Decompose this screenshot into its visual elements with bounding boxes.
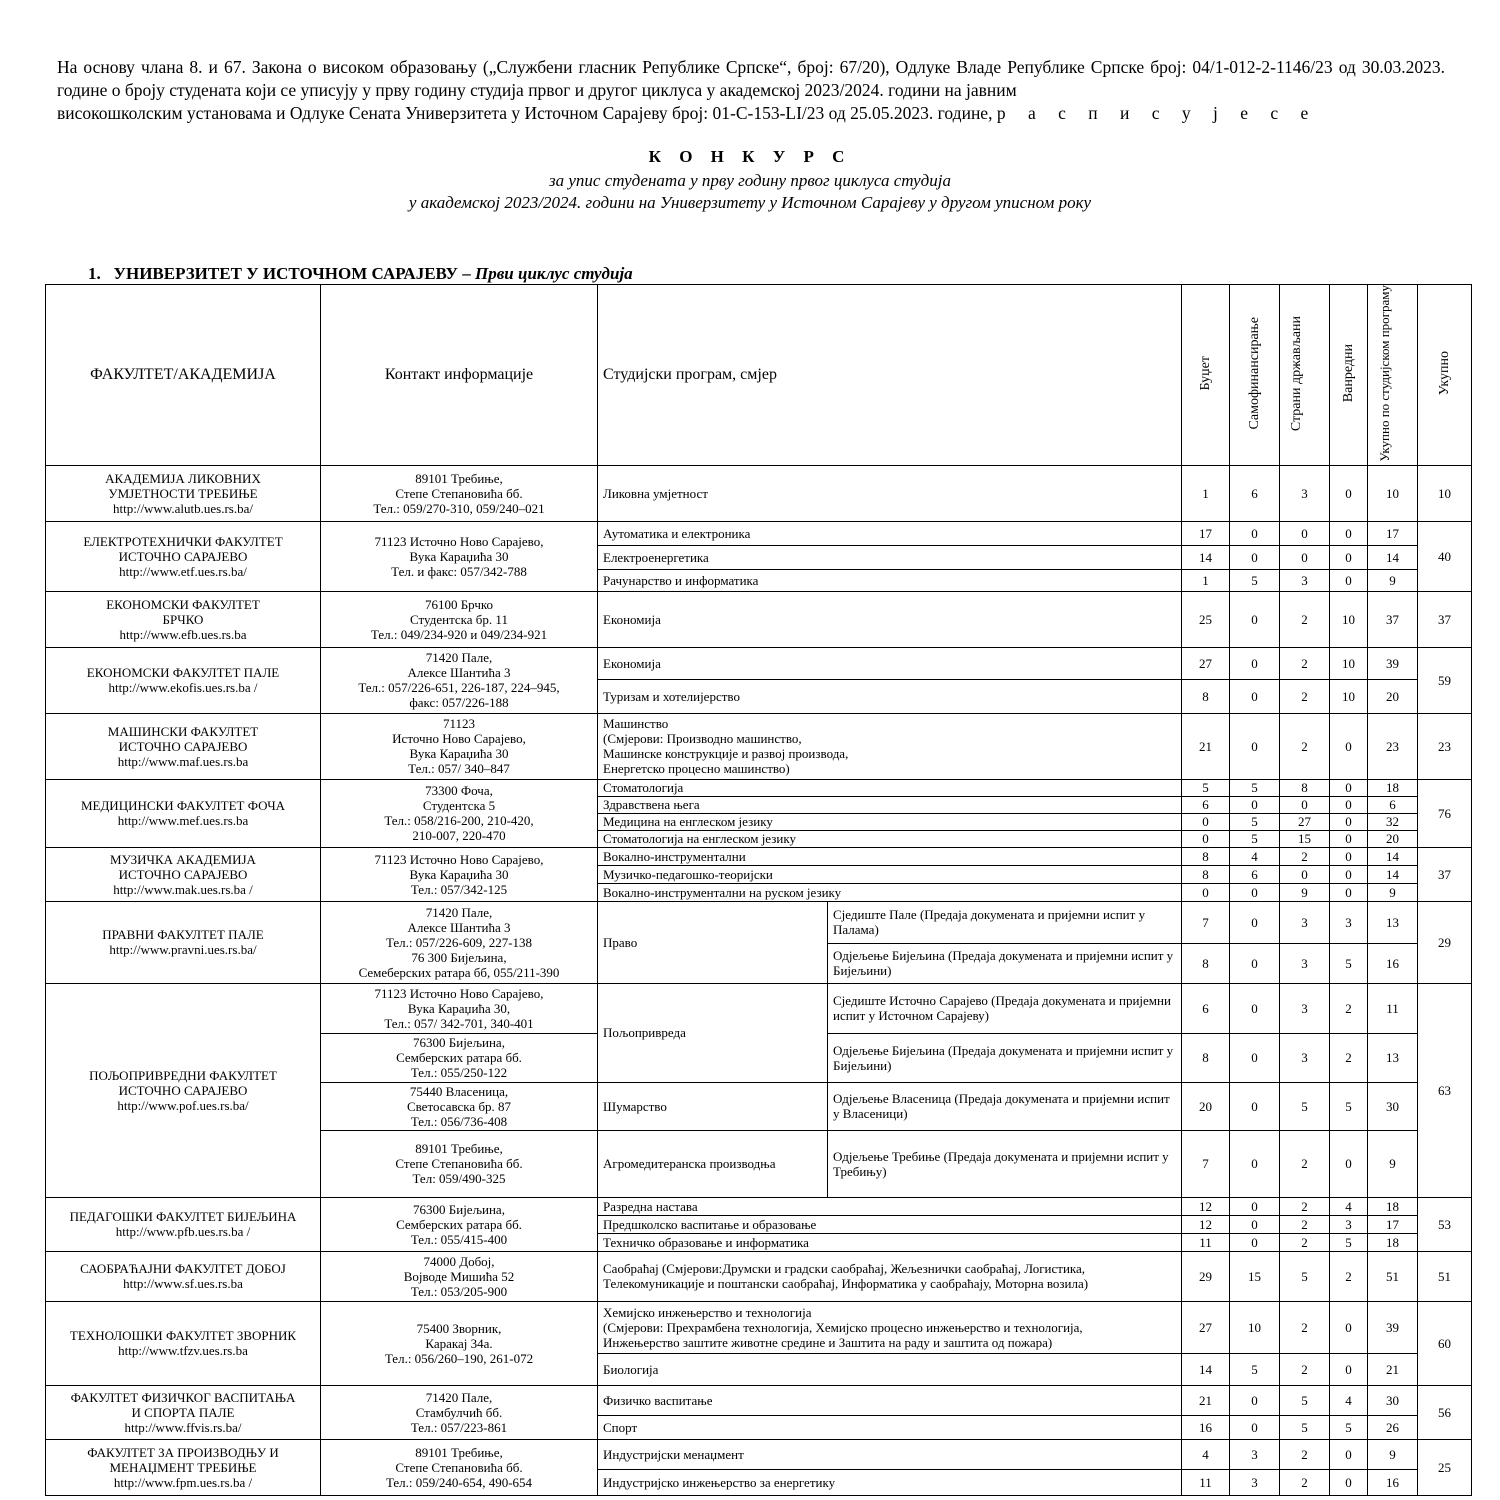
part-time-count: 0 (1330, 1301, 1368, 1353)
study-program: Електроенергетика (598, 545, 1182, 569)
budget-count: 5 (1182, 779, 1230, 796)
table-row (46, 1301, 1472, 1353)
program-total-count: 30 (1368, 1082, 1418, 1130)
budget-count: 7 (1182, 901, 1230, 943)
budget-count: 25 (1182, 591, 1230, 647)
foreign-count: 9 (1280, 883, 1330, 901)
study-program: Физичко васпитање (598, 1385, 1182, 1415)
contact-info: 76300 Бијељина, Семберских ратара бб. Тел.: 055/415-400 (321, 1197, 598, 1251)
self-financed-count: 5 (1230, 813, 1280, 830)
header-contact: Контакт информације (321, 285, 598, 466)
part-time-count: 0 (1330, 1439, 1368, 1469)
budget-count: 14 (1182, 1353, 1230, 1385)
program-track: Сједиште Пале (Предаја докумената и пријемни испит у Палама) (828, 901, 1182, 943)
part-time-count: 4 (1330, 1197, 1368, 1215)
self-financed-count: 5 (1230, 779, 1280, 796)
program-total-count: 37 (1368, 591, 1418, 647)
foreign-count: 2 (1280, 1215, 1330, 1233)
budget-count: 8 (1182, 865, 1230, 883)
program-total-count: 14 (1368, 847, 1418, 865)
enrollment-table (45, 284, 1472, 1496)
table-row (46, 1251, 1472, 1301)
contact-info: 74000 Добој, Војводе Мишића 52 Тел.: 053/205-900 (321, 1251, 598, 1301)
program-track: Одјељење Требиње (Предаја докумената и пријемни испит у Требињу) (828, 1130, 1182, 1197)
program-total-count: 32 (1368, 813, 1418, 830)
budget-count: 20 (1182, 1082, 1230, 1130)
budget-count: 17 (1182, 521, 1230, 545)
budget-count: 12 (1182, 1215, 1230, 1233)
budget-count: 11 (1182, 1469, 1230, 1495)
self-financed-count: 0 (1230, 1082, 1280, 1130)
faculty-name: ЕКОНОМСКИ ФАКУЛТЕТ ПАЛЕ http://www.ekofis.ues.rs.ba / (46, 647, 321, 713)
self-financed-count: 10 (1230, 1301, 1280, 1353)
header-program: Студијски програм, смјер (598, 285, 1182, 466)
contact-info: 71123 Источно Ново Сарајево, Вука Караџића 30 Тел.: 057/342-125 (321, 847, 598, 901)
foreign-count: 5 (1280, 1251, 1330, 1301)
part-time-count: 0 (1330, 713, 1368, 779)
subtitle-2: у академској 2023/2024. години на Универзитету у Источном Сарајеву у другом уписном року (408, 193, 1092, 212)
program-total-count: 18 (1368, 779, 1418, 796)
part-time-count: 0 (1330, 883, 1368, 901)
study-program: Музичко-педагошко-теоријски (598, 865, 1182, 883)
part-time-count: 0 (1330, 865, 1368, 883)
program-total-count: 9 (1368, 1130, 1418, 1197)
part-time-count: 0 (1330, 521, 1368, 545)
self-financed-count: 0 (1230, 943, 1280, 983)
foreign-count: 8 (1280, 779, 1330, 796)
table-row (46, 521, 1472, 545)
part-time-count: 0 (1330, 830, 1368, 847)
program-total-count: 20 (1368, 830, 1418, 847)
faculty-total: 59 (1418, 647, 1472, 713)
study-program: Туризам и хотелијерство (598, 679, 1182, 713)
faculty-total: 29 (1418, 901, 1472, 983)
budget-count: 8 (1182, 943, 1230, 983)
study-program: Индустријски менаџмент (598, 1439, 1182, 1469)
self-financed-count: 0 (1230, 679, 1280, 713)
table-row (46, 901, 1472, 943)
self-financed-count: 0 (1230, 901, 1280, 943)
program-total-count: 14 (1368, 545, 1418, 569)
self-financed-count: 6 (1230, 865, 1280, 883)
part-time-count: 0 (1330, 847, 1368, 865)
part-time-count: 5 (1330, 943, 1368, 983)
part-time-count: 0 (1330, 813, 1368, 830)
foreign-count: 2 (1280, 1130, 1330, 1197)
faculty-name: ПЕДАГОШКИ ФАКУЛТЕТ БИЈЕЉИНА http://www.pfb.ues.rs.ba / (46, 1197, 321, 1251)
budget-count: 16 (1182, 1415, 1230, 1439)
contact-info: 71420 Пале, Стамбулчић бб. Тел.: 057/223-861 (321, 1385, 598, 1439)
part-time-count: 4 (1330, 1385, 1368, 1415)
faculty-name: ПРАВНИ ФАКУЛТЕТ ПАЛЕ http://www.pravni.ues.rs.ba/ (46, 901, 321, 983)
study-program: Стоматологија (598, 779, 1182, 796)
contact-info: 76300 Бијељина, Семберских ратара бб. Тел.: 055/250-122 (321, 1033, 598, 1082)
contact-info: 71420 Пале, Алексе Шантића 3 Тел.: 057/226-651, 226-187, 224–945, факс: 057/226-188 (321, 647, 598, 713)
budget-count: 21 (1182, 1385, 1230, 1415)
program-total-count: 20 (1368, 679, 1418, 713)
study-program: Шумарство (598, 1082, 828, 1130)
study-program: Предшколско васпитање и образовање (598, 1215, 1182, 1233)
foreign-count: 3 (1280, 569, 1330, 591)
self-financed-count: 3 (1230, 1469, 1280, 1495)
part-time-count: 0 (1330, 465, 1368, 521)
budget-count: 27 (1182, 647, 1230, 679)
contact-info: 71123 Источно Ново Сарајево, Вука Караџића 30 Тел. и факс: 057/342-788 (321, 521, 598, 591)
budget-count: 21 (1182, 713, 1230, 779)
faculty-name: МЕДИЦИНСКИ ФАКУЛТЕТ ФОЧА http://www.mef.ues.rs.ba (46, 779, 321, 847)
faculty-total: 37 (1418, 847, 1472, 901)
study-program: Право (598, 901, 828, 983)
program-total-count: 17 (1368, 1215, 1418, 1233)
part-time-count: 2 (1330, 1251, 1368, 1301)
part-time-count: 5 (1330, 1415, 1368, 1439)
program-total-count: 9 (1368, 569, 1418, 591)
header-total: Укупно (1418, 285, 1472, 466)
study-program: Здравствена њега (598, 796, 1182, 813)
program-total-count: 14 (1368, 865, 1418, 883)
budget-count: 0 (1182, 830, 1230, 847)
budget-count: 8 (1182, 679, 1230, 713)
study-program: Хемијско инжењерство и технологија (Смјерови: Прехрамбена технологија, Хемијско процесно инжењерство и технологија, Инжењерство заштите животне средине и Заштита на раду и заштита од пожара) (598, 1301, 1182, 1353)
foreign-count: 0 (1280, 796, 1330, 813)
faculty-name: ФАКУЛТЕТ ЗА ПРОИЗВОДЊУ И МЕНАЏМЕНТ ТРЕБИЊЕ http://www.fpm.ues.rs.ba / (46, 1439, 321, 1495)
faculty-name: ЕЛЕКТРОТЕХНИЧКИ ФАКУЛТЕТ ИСТОЧНО САРАЈЕВО http://www.etf.ues.rs.ba/ (46, 521, 321, 591)
table-row (46, 465, 1472, 521)
program-total-count: 16 (1368, 1469, 1418, 1495)
faculty-name: ЕКОНОМСКИ ФАКУЛТЕТ БРЧКО http://www.efb.ues.rs.ba (46, 591, 321, 647)
faculty-total: 63 (1418, 983, 1472, 1197)
contact-info: 71420 Пале, Алексе Шантића 3 Тел.: 057/226-609, 227-138 76 300 Бијељина, Семеберских ратара бб, 055/211-390 (321, 901, 598, 983)
budget-count: 14 (1182, 545, 1230, 569)
program-total-count: 51 (1368, 1251, 1418, 1301)
study-program: Економија (598, 647, 1182, 679)
contact-info: 73300 Фоча, Студентска 5 Тел.: 058/216-200, 210-420, 210-007, 220-470 (321, 779, 598, 847)
faculty-total: 40 (1418, 521, 1472, 591)
header-part-time: Ванредни (1330, 285, 1368, 466)
budget-count: 11 (1182, 1233, 1230, 1251)
study-program: Саобраћај (Смјерови:Друмски и градски саобраћај, Жељезнички саобраћај, Логистика, Телекомуникације и поштански саобраћај, Информатика у саобраћају, Моторна возила) (598, 1251, 1182, 1301)
budget-count: 0 (1182, 813, 1230, 830)
study-program: Вокално-инструментални (598, 847, 1182, 865)
program-total-count: 18 (1368, 1197, 1418, 1215)
subtitle-1: за упис студената у прву годину првог циклуса студија (549, 171, 951, 190)
part-time-count: 0 (1330, 1130, 1368, 1197)
self-financed-count: 5 (1230, 569, 1280, 591)
foreign-count: 5 (1280, 1082, 1330, 1130)
foreign-count: 2 (1280, 1233, 1330, 1251)
foreign-count: 3 (1280, 465, 1330, 521)
table-row (46, 847, 1472, 865)
self-financed-count: 0 (1230, 1197, 1280, 1215)
part-time-count: 0 (1330, 796, 1368, 813)
foreign-count: 2 (1280, 1439, 1330, 1469)
program-total-count: 26 (1368, 1415, 1418, 1439)
contact-info: 71123 Источно Ново Сарајево, Вука Караџића 30 Тел.: 057/ 340–847 (321, 713, 598, 779)
table-row (46, 713, 1472, 779)
part-time-count: 0 (1330, 569, 1368, 591)
foreign-count: 2 (1280, 1301, 1330, 1353)
self-financed-count: 0 (1230, 521, 1280, 545)
foreign-count: 15 (1280, 830, 1330, 847)
budget-count: 8 (1182, 1033, 1230, 1082)
faculty-name: ТЕХНОЛОШКИ ФАКУЛТЕТ ЗВОРНИК http://www.tfzv.ues.rs.ba (46, 1301, 321, 1385)
program-total-count: 13 (1368, 901, 1418, 943)
program-total-count: 23 (1368, 713, 1418, 779)
part-time-count: 0 (1330, 1469, 1368, 1495)
foreign-count: 0 (1280, 865, 1330, 883)
foreign-count: 2 (1280, 1469, 1330, 1495)
contact-info: 75400 Зворник, Каракај 34а. Тел.: 056/260–190, 261-072 (321, 1301, 598, 1385)
part-time-count: 5 (1330, 1233, 1368, 1251)
program-track: Одјељење Власеница (Предаја докумената и пријемни испит у Власеници) (828, 1082, 1182, 1130)
program-total-count: 18 (1368, 1233, 1418, 1251)
faculty-name: ПОЉОПРИВРЕДНИ ФАКУЛТЕТ ИСТОЧНО САРАЈЕВО http://www.pof.ues.rs.ba/ (46, 983, 321, 1197)
intro-announce: р а с п и с у ј е с е (996, 103, 1318, 123)
contact-info: 89101 Требиње, Степе Степановића бб. Тел.: 059/240-654, 490-654 (321, 1439, 598, 1495)
foreign-count: 3 (1280, 943, 1330, 983)
foreign-count: 2 (1280, 1197, 1330, 1215)
study-program: Спорт (598, 1415, 1182, 1439)
self-financed-count: 0 (1230, 545, 1280, 569)
intro-paragraph: На основу члана 8. и 67. Закона о високом образовању („Службени гласник Републике Српске“, број: 67/20), Одлуке Владе Републике Српске број: 04/1-012-2-1146/23 од 30.03.2023. године о броју студената који се уписују у прву годину студија првог и другог циклуса у академској 2023/2024. години на јавним (57, 57, 1445, 100)
study-program: Биологија (598, 1353, 1182, 1385)
program-total-count: 10 (1368, 465, 1418, 521)
faculty-name: МУЗИЧКА АКАДЕМИЈА ИСТОЧНО САРАЈЕВО http://www.mak.ues.rs.ba / (46, 847, 321, 901)
self-financed-count: 0 (1230, 647, 1280, 679)
budget-count: 8 (1182, 847, 1230, 865)
budget-count: 6 (1182, 983, 1230, 1033)
table-row (46, 1385, 1472, 1415)
section-heading: 1. УНИВЕРЗИТЕТ У ИСТОЧНОМ САРАЈЕВУ – Први циклус студија (88, 264, 633, 283)
foreign-count: 2 (1280, 847, 1330, 865)
header-self-financed: Самофинансирање (1230, 285, 1280, 466)
part-time-count: 3 (1330, 901, 1368, 943)
study-program: Вокално-инструментални на руском језику (598, 883, 1182, 901)
faculty-total: 56 (1418, 1385, 1472, 1439)
foreign-count: 0 (1280, 545, 1330, 569)
foreign-count: 0 (1280, 521, 1330, 545)
program-total-count: 16 (1368, 943, 1418, 983)
table-header-row (46, 285, 1472, 466)
faculty-total: 53 (1418, 1197, 1472, 1251)
self-financed-count: 0 (1230, 713, 1280, 779)
self-financed-count: 3 (1230, 1439, 1280, 1469)
self-financed-count: 0 (1230, 883, 1280, 901)
self-financed-count: 0 (1230, 1130, 1280, 1197)
part-time-count: 0 (1330, 545, 1368, 569)
self-financed-count: 0 (1230, 1233, 1280, 1251)
contact-info: 89101 Требиње, Степе Степановића бб. Тел: 059/490-325 (321, 1130, 598, 1197)
foreign-count: 3 (1280, 1033, 1330, 1082)
program-track: Одјељење Бијељина (Предаја докумената и пријемни испит у Бијељини) (828, 1033, 1182, 1082)
table-row (46, 983, 1472, 1033)
self-financed-count: 0 (1230, 1415, 1280, 1439)
self-financed-count: 5 (1230, 1353, 1280, 1385)
contact-info: 76100 Брчко Студентска бр. 11 Тел.: 049/234-920 и 049/234-921 (321, 591, 598, 647)
budget-count: 12 (1182, 1197, 1230, 1215)
self-financed-count: 4 (1230, 847, 1280, 865)
program-total-count: 21 (1368, 1353, 1418, 1385)
faculty-total: 23 (1418, 713, 1472, 779)
header-faculty: ФАКУЛТЕТ/АКАДЕМИЈА (46, 285, 321, 466)
study-program: Техничко образовање и информатика (598, 1233, 1182, 1251)
faculty-total: 76 (1418, 779, 1472, 847)
foreign-count: 2 (1280, 713, 1330, 779)
foreign-count: 2 (1280, 647, 1330, 679)
self-financed-count: 6 (1230, 465, 1280, 521)
self-financed-count: 5 (1230, 830, 1280, 847)
budget-count: 1 (1182, 465, 1230, 521)
contact-info: 75440 Власеница, Светосавска бр. 87 Тел.: 056/736-408 (321, 1082, 598, 1130)
study-program: Агромедитеранска производња (598, 1130, 828, 1197)
faculty-name: АКАДЕМИЈА ЛИКОВНИХ УМЈЕТНОСТИ ТРЕБИЊЕ http://www.alutb.ues.rs.ba/ (46, 465, 321, 521)
faculty-total: 51 (1418, 1251, 1472, 1301)
faculty-total: 10 (1418, 465, 1472, 521)
study-program: Рачунарство и информатика (598, 569, 1182, 591)
study-program: Стоматологија на енглеском језику (598, 830, 1182, 847)
part-time-count: 2 (1330, 983, 1368, 1033)
header-program-total: Укупно по студијском програму (1368, 285, 1418, 466)
faculty-name: ФАКУЛТЕТ ФИЗИЧКОГ ВАСПИТАЊА И СПОРТА ПАЛЕ http://www.ffvis.rs.ba/ (46, 1385, 321, 1439)
study-program: Индустријско инжењерство за енергетику (598, 1469, 1182, 1495)
part-time-count: 0 (1330, 779, 1368, 796)
part-time-count: 5 (1330, 1082, 1368, 1130)
program-total-count: 30 (1368, 1385, 1418, 1415)
foreign-count: 5 (1280, 1385, 1330, 1415)
budget-count: 1 (1182, 569, 1230, 591)
self-financed-count: 0 (1230, 1215, 1280, 1233)
self-financed-count: 0 (1230, 1385, 1280, 1415)
table-row (46, 647, 1472, 679)
faculty-name: САОБРАЋАЈНИ ФАКУЛТЕТ ДОБОЈ http://www.sf.ues.rs.ba (46, 1251, 321, 1301)
faculty-total: 60 (1418, 1301, 1472, 1385)
table-row (46, 591, 1472, 647)
budget-count: 7 (1182, 1130, 1230, 1197)
program-total-count: 39 (1368, 647, 1418, 679)
faculty-total: 37 (1418, 591, 1472, 647)
program-total-count: 11 (1368, 983, 1418, 1033)
program-total-count: 6 (1368, 796, 1418, 813)
foreign-count: 3 (1280, 983, 1330, 1033)
budget-count: 0 (1182, 883, 1230, 901)
study-program: Разредна настава (598, 1197, 1182, 1215)
program-total-count: 9 (1368, 883, 1418, 901)
foreign-count: 5 (1280, 1415, 1330, 1439)
contact-info: 89101 Требиње, Степе Степановића бб. Тел.: 059/270-310, 059/240–021 (321, 465, 598, 521)
program-track: Сједиште Источно Сарајево (Предаја докумената и пријемни испит у Источном Сарајеву) (828, 983, 1182, 1033)
table-row (46, 1439, 1472, 1469)
table-row (46, 779, 1472, 796)
foreign-count: 2 (1280, 591, 1330, 647)
budget-count: 6 (1182, 796, 1230, 813)
intro-paragraph-end: високошколским установама и Одлуке Сената Универзитета у Источном Сарајеву број: 01-С-153-LI/23 од 25.05.2023. године, р а с п и с у ј е с е (57, 103, 1318, 123)
study-program: Машинство (Смјерови: Производно машинство, Машинске конструкције и развој производа, Енергетско процесно машинство) (598, 713, 1182, 779)
part-time-count: 3 (1330, 1215, 1368, 1233)
budget-count: 27 (1182, 1301, 1230, 1353)
self-financed-count: 0 (1230, 983, 1280, 1033)
part-time-count: 10 (1330, 591, 1368, 647)
foreign-count: 2 (1280, 1353, 1330, 1385)
page-title: К О Н К У Р С (648, 147, 852, 166)
program-track: Одјељење Бијељина (Предаја докумената и пријемни испит у Бијељини) (828, 943, 1182, 983)
study-program: Економија (598, 591, 1182, 647)
self-financed-count: 0 (1230, 1033, 1280, 1082)
faculty-total: 25 (1418, 1439, 1472, 1495)
self-financed-count: 15 (1230, 1251, 1280, 1301)
program-total-count: 13 (1368, 1033, 1418, 1082)
self-financed-count: 0 (1230, 796, 1280, 813)
budget-count: 29 (1182, 1251, 1230, 1301)
foreign-count: 2 (1280, 679, 1330, 713)
program-total-count: 9 (1368, 1439, 1418, 1469)
part-time-count: 10 (1330, 679, 1368, 713)
study-program: Аутоматика и електроника (598, 521, 1182, 545)
faculty-name: МАШИНСКИ ФАКУЛТЕТ ИСТОЧНО САРАЈЕВО http://www.maf.ues.rs.ba (46, 713, 321, 779)
foreign-count: 3 (1280, 901, 1330, 943)
foreign-count: 27 (1280, 813, 1330, 830)
header-budget: Буџет (1182, 285, 1230, 466)
study-program: Медицина на енглеском језику (598, 813, 1182, 830)
program-total-count: 39 (1368, 1301, 1418, 1353)
header-foreign: Страни држављани (1280, 285, 1330, 466)
budget-count: 4 (1182, 1439, 1230, 1469)
table-row (46, 1197, 1472, 1215)
program-total-count: 17 (1368, 521, 1418, 545)
self-financed-count: 0 (1230, 591, 1280, 647)
part-time-count: 0 (1330, 1353, 1368, 1385)
part-time-count: 10 (1330, 647, 1368, 679)
part-time-count: 2 (1330, 1033, 1368, 1082)
study-program: Пољопривреда (598, 983, 828, 1082)
study-program: Ликовна умјетност (598, 465, 1182, 521)
contact-info: 71123 Источно Ново Сарајево, Вука Караџића 30, Тел.: 057/ 342-701, 340-401 (321, 983, 598, 1033)
